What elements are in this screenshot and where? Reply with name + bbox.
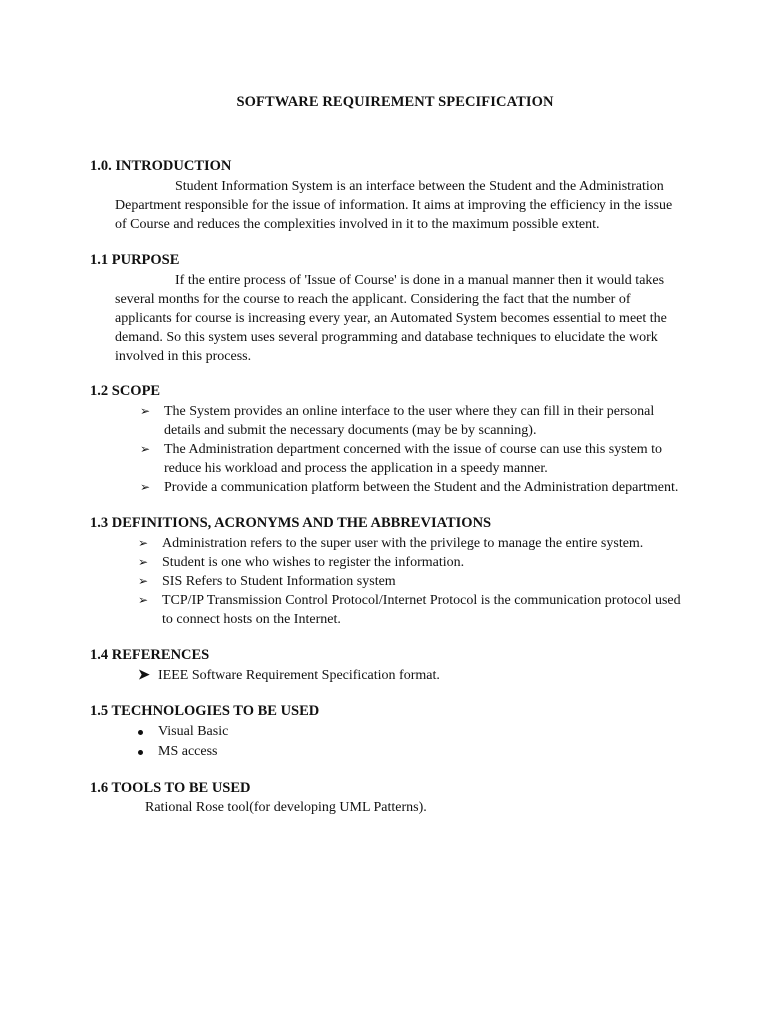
section-heading-tools: 1.6 TOOLS TO BE USED (90, 780, 251, 796)
list-item: ➢ SIS Refers to Student Information system (138, 574, 396, 589)
section-heading-scope: 1.2 SCOPE (90, 383, 161, 399)
arrow-bullet-icon: ➤ (138, 668, 150, 683)
list-item: MS access (138, 742, 228, 762)
list-item: ➢ Student is one who wishes to register the information. (138, 555, 465, 570)
document-title: SOFTWARE REQUIREMENT SPECIFICATION (236, 94, 554, 110)
definitions-list (138, 534, 683, 629)
technologies-list (138, 722, 228, 762)
list-item: ➢ The System provides an online interface to the user where they can fill in their personal details and submit the necessary documents (may be by scanning). (140, 404, 655, 438)
purpose-text: If the entire process of 'Issue of Course' is done in a manual manner then it would takes several months for the course to reach the applicant. Considering the fact that the number of applicants for course is increasing every year, an Automated System becomes essential to meet the demand. So this system uses several programming and database techniques to elucidate the work involved in this process. (115, 273, 667, 364)
section-heading-technologies: 1.5 TECHNOLOGIES TO BE USED (90, 703, 320, 719)
scope-list (140, 402, 685, 497)
arrow-bullet-icon: ➢ (138, 555, 149, 569)
arrow-bullet-icon: ➢ (140, 480, 151, 494)
references-list (138, 666, 683, 685)
list-item: ➢ The Administration department concerned with the issue of course can use this system to reduce his workload and process the application in a speedy manner. (140, 442, 663, 476)
list-item: ➤ IEEE Software Requirement Specification format. (138, 668, 440, 683)
purpose-paragraph (115, 271, 675, 366)
arrow-bullet-icon: ➢ (138, 593, 149, 607)
arrow-bullet-icon: ➢ (140, 442, 151, 456)
list-item: Visual Basic (138, 722, 228, 742)
section-heading-references: 1.4 REFERENCES (90, 647, 210, 663)
section-heading-introduction: 1.0. INTRODUCTION (90, 158, 232, 174)
bullet-dot-icon (138, 750, 143, 755)
list-item: ➢ Provide a communication platform between the Student and the Administration department. (140, 480, 679, 495)
section-heading-definitions: 1.3 DEFINITIONS, ACRONYMS AND THE ABBREVIATIONS (90, 515, 492, 531)
introduction-paragraph (115, 177, 675, 234)
arrow-bullet-icon: ➢ (140, 404, 151, 418)
list-item: ➢ Administration refers to the super user with the privilege to manage the entire system. (138, 536, 644, 551)
arrow-bullet-icon: ➢ (138, 574, 149, 588)
arrow-bullet-icon: ➢ (138, 536, 149, 550)
section-heading-purpose: 1.1 PURPOSE (90, 252, 180, 268)
list-item: ➢ TCP/IP Transmission Control Protocol/Internet Protocol is the communication protocol used to connect hosts on the Internet. (138, 593, 681, 627)
bullet-dot-icon (138, 730, 143, 735)
introduction-text: Student Information System is an interface between the Student and the Administration Department responsible for the issue of information. It aims at improving the efficiency in the issue of Course and reduces the complexities involved in it to the maximum possible extent. (115, 179, 673, 232)
tools-text: Rational Rose tool(for developing UML Patterns). (145, 800, 427, 815)
